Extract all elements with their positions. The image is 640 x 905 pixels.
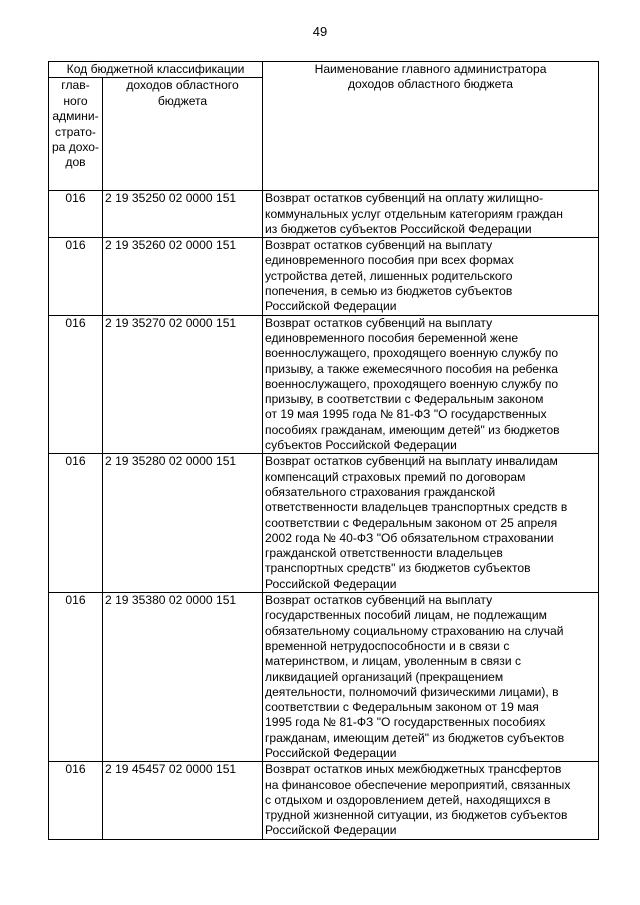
admin-code-cell: 016 bbox=[49, 593, 103, 762]
income-name-text: Возврат остатков субвенций на выплату инвалидам компенсаций страховых премий по договорам обязательного страхования гражданской ответственности владельцев транспортных средств в соответствии с Федеральным законом от 25 апреля 2002 года № 40-ФЗ "Об обязательном страховании гражданской ответственности владельцев транспортных средств" из бюджетов субъектов Российской Федерации bbox=[265, 454, 568, 591]
income-code-cell: 2 19 35270 02 0000 151 bbox=[103, 315, 263, 454]
table-row bbox=[49, 454, 599, 593]
page-number: 49 bbox=[312, 24, 328, 39]
income-name-text: Возврат остатков субвенций на выплату государственных пособий лицам, не подлежащим обязательному социальному страхованию на случай временной нетрудоспособности и в связи с материнством, и лицам, уволенным в связи с ликвидацией организаций (прекращением деятельности, полномочий физическими лицами), в соответствии с Федеральным законом от 19 мая 1995 года № 81-ФЗ "О государственных пособиях гражданам, имеющим детей" из бюджетов субъектов Российской Федерации bbox=[265, 593, 565, 760]
income-name-text: Возврат остатков субвенций на выплату единовременного пособия при всех формах устройства детей, лишенных родительского попечения, в семью из бюджетов субъектов Российской Федерации bbox=[265, 238, 514, 314]
income-name-text: Возврат остатков иных межбюджетных трансфертов на финансовое обеспечение мероприятий, связанных с отдыхом и оздоровлением детей, находящихся в трудной жизненной ситуации, из бюджетов субъектов Российской Федерации bbox=[265, 762, 571, 838]
admin-code-cell: 016 bbox=[49, 454, 103, 593]
header-administrator-name bbox=[263, 62, 599, 191]
header-administrator-name-text: Наименование главного администратора доходов областного бюджета bbox=[314, 62, 547, 92]
table-row bbox=[49, 315, 599, 454]
income-name-cell bbox=[263, 315, 599, 454]
admin-code-cell: 016 bbox=[49, 238, 103, 315]
admin-code-cell: 016 bbox=[49, 762, 103, 839]
income-name-text: Возврат остатков субвенций на выплату единовременного пособия беременной жене военнослужащего, проходящего военную службу по призыву, а также ежемесячного пособия на ребенка военнослужащего, проходящего военную службу по призыву, в соответствии с Федеральным законом от 19 мая 1995 года № 81-ФЗ "О государственных пособиях гражданам, имеющим детей" из бюджетов субъектов Российской Федерации bbox=[265, 315, 560, 453]
income-name-cell bbox=[263, 762, 599, 839]
budget-classification-table bbox=[48, 61, 599, 840]
income-name-cell bbox=[263, 191, 599, 238]
table-row bbox=[49, 191, 599, 238]
income-code-cell: 2 19 45457 02 0000 151 bbox=[103, 762, 263, 839]
table-row bbox=[49, 238, 599, 315]
income-name-cell bbox=[263, 593, 599, 762]
income-code-cell: 2 19 35380 02 0000 151 bbox=[103, 593, 263, 762]
header-chief-administrator-text: глав- ного админи- страто- ра дохо- дов bbox=[51, 78, 100, 170]
header-budget-classification-code: Код бюджетной классификации bbox=[49, 62, 263, 78]
admin-code-cell: 016 bbox=[49, 191, 103, 238]
income-name-text: Возврат остатков субвенций на оплату жилищно- коммунальных услуг отдельным категориям граждан из бюджетов субъектов Российской Федерации bbox=[265, 191, 563, 236]
header-regional-income-text: доходов областного бюджета bbox=[126, 78, 239, 108]
income-name-cell bbox=[263, 454, 599, 593]
income-code-cell: 2 19 35260 02 0000 151 bbox=[103, 238, 263, 315]
income-name-cell bbox=[263, 238, 599, 315]
header-regional-income bbox=[103, 78, 263, 191]
table-row bbox=[49, 593, 599, 762]
income-code-cell: 2 19 35250 02 0000 151 bbox=[103, 191, 263, 238]
income-code-cell: 2 19 35280 02 0000 151 bbox=[103, 454, 263, 593]
admin-code-cell: 016 bbox=[49, 315, 103, 454]
header-chief-administrator bbox=[49, 78, 103, 191]
header-row-group bbox=[49, 62, 599, 78]
table-row bbox=[49, 762, 599, 839]
